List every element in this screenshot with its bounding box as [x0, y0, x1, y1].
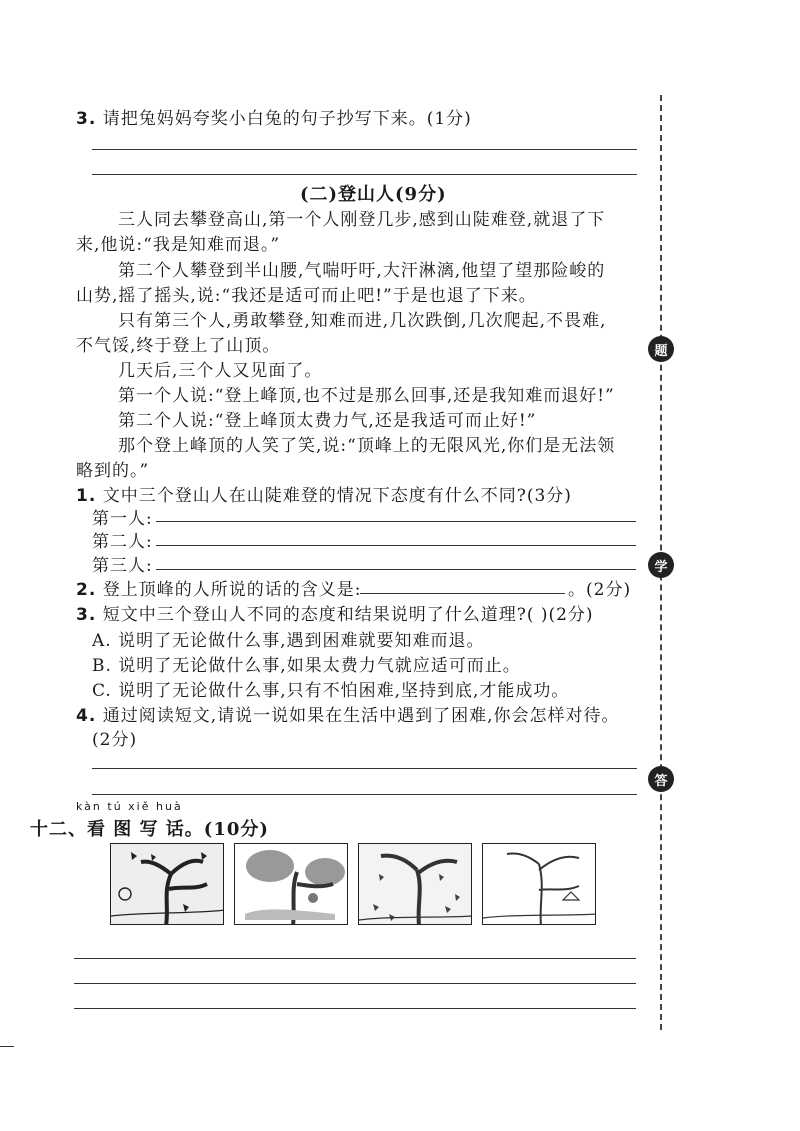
q1-first-label: 第一人: — [92, 509, 153, 529]
top-question-3: 3. 请把兔妈妈夸奖小白兔的句子抄写下来。(1分) — [76, 109, 472, 129]
section12-title: 十二、看 图 写 话。(10分) — [30, 819, 269, 840]
passage-line: 来,他说:“我是知难而退。” — [76, 235, 281, 255]
answer-line[interactable] — [92, 174, 637, 175]
q1-second-label: 第二人: — [92, 532, 153, 552]
passage-line: 山势,摇了摇头,说:“我还是适可而止吧!”于是也退了下来。 — [76, 286, 537, 306]
tree-sunny-illustration — [111, 844, 224, 925]
question-3: 3. 短文中三个登山人不同的态度和结果说明了什么道理?( )(2分) — [76, 605, 594, 625]
side-tab-1: 题 — [648, 336, 674, 362]
q2-score: 。(2分) — [568, 580, 632, 600]
passage-title: (二)登山人(9分) — [300, 184, 447, 205]
question-1: 1. 文中三个登山人在山陡难登的情况下态度有什么不同?(3分) — [76, 486, 572, 506]
q1-third-label: 第三人: — [92, 556, 153, 576]
picture-panel-3 — [358, 843, 472, 925]
passage-line: 几天后,三个人又见面了。 — [118, 361, 323, 381]
picture-panel-4 — [482, 843, 596, 925]
corner-mark — [0, 1046, 14, 1047]
q3-option-a: A. 说明了无论做什么事,遇到困难就要知难而退。 — [92, 631, 485, 651]
q1-third-answer-line[interactable] — [156, 569, 636, 570]
q2-answer-line[interactable] — [360, 593, 565, 594]
side-tab-3: 答 — [648, 766, 674, 792]
q4-score: (2分) — [92, 730, 138, 750]
tree-winter-illustration — [483, 844, 596, 925]
q1-second-answer-line[interactable] — [156, 545, 636, 546]
tree-summer-illustration — [235, 844, 348, 925]
q4-answer-line[interactable] — [92, 768, 637, 769]
writing-line[interactable] — [74, 1008, 636, 1009]
passage-line: 不气馁,终于登上了山顶。 — [76, 336, 281, 356]
q4-answer-line[interactable] — [92, 794, 637, 795]
q1-first-answer-line[interactable] — [156, 521, 636, 522]
question-4: 4. 通过阅读短文,请说一说如果在生活中遇到了困难,你会怎样对待。 — [76, 706, 620, 726]
tree-autumn-illustration — [359, 844, 472, 925]
passage-line: 三人同去攀登高山,第一个人刚登几步,感到山陡难登,就退了下 — [118, 210, 606, 230]
passage-line: 那个登上峰顶的人笑了笑,说:“顶峰上的无限风光,你们是无法领 — [118, 436, 616, 456]
section12-pinyin: kàn tú xiě huà — [76, 800, 183, 813]
passage-line: 只有第三个人,勇敢攀登,知难而进,几次跌倒,几次爬起,不畏难, — [118, 311, 607, 331]
passage-line: 第二个人攀登到半山腰,气喘吁吁,大汗淋漓,他望了望那险峻的 — [118, 261, 606, 281]
picture-panel-2 — [234, 843, 348, 925]
side-tab-2: 学 — [648, 552, 674, 578]
passage-line: 第二个人说:“登上峰顶太费力气,还是我适可而止好!” — [118, 411, 537, 431]
q3-option-b: B. 说明了无论做什么事,如果太费力气就应适可而止。 — [92, 656, 521, 676]
passage-line: 第一个人说:“登上峰顶,也不过是那么回事,还是我知难而退好!” — [118, 386, 615, 406]
answer-line[interactable] — [92, 149, 637, 150]
q3-option-c: C. 说明了无论做什么事,只有不怕困难,坚持到底,才能成功。 — [92, 681, 570, 701]
picture-panel-1 — [110, 843, 224, 925]
passage-line: 略到的。” — [76, 461, 150, 481]
question-2: 2. 登上顶峰的人所说的话的含义是: — [76, 580, 362, 600]
writing-line[interactable] — [74, 983, 636, 984]
writing-line[interactable] — [74, 958, 636, 959]
